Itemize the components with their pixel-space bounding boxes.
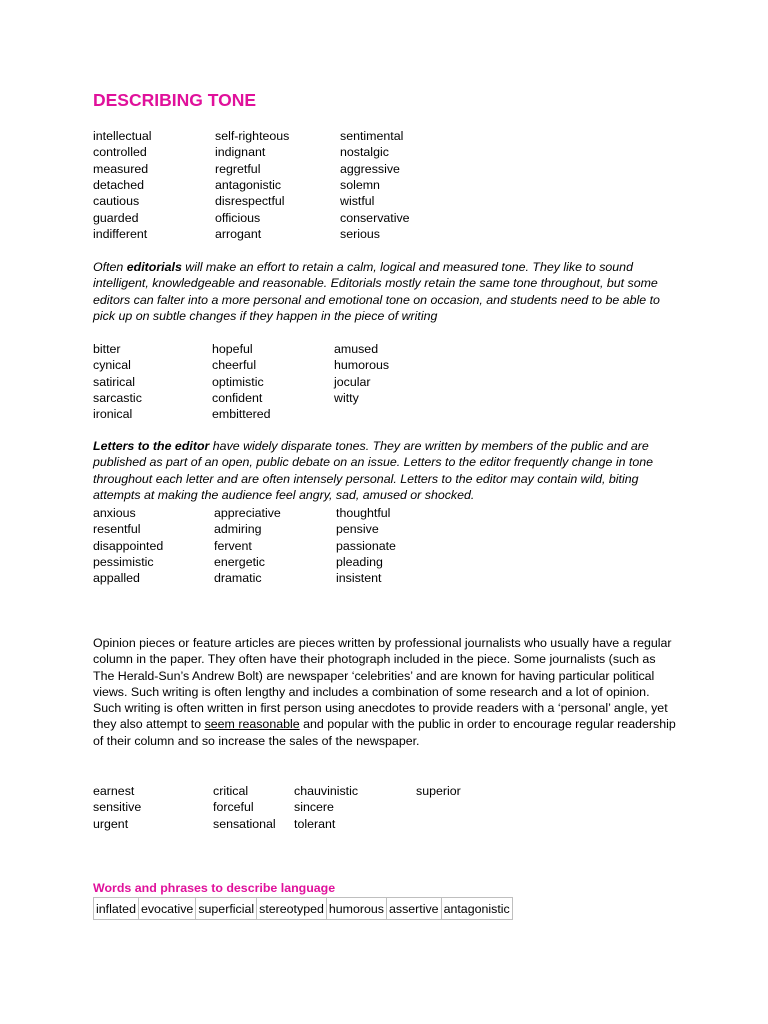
tone-word: arrogant [215,226,262,241]
letters-paragraph [93,438,683,503]
para2-body: have widely disparate tones. They are written by members of the public and are published as part of an open, public debate on an issue. Letters to the editor frequently change in tone throughout each letter and are often intensely personal. Letters to the editor may contain wild, biting attempts at making the audience feel angry, sad, amused or shocked. [93,439,654,502]
table-cell: humorous [326,898,386,920]
tone-word: wistful [340,194,375,209]
word-row [93,505,693,521]
tone-word: sensitive [93,800,142,815]
tone-word: antagonistic [215,177,282,192]
table-row [94,898,513,920]
table-cell: antagonistic [441,898,512,920]
table-cell: evocative [138,898,195,920]
word-row [93,193,693,209]
tone-word: aggressive [340,161,400,176]
tone-word: disappointed [93,538,164,553]
opinion-paragraph [93,635,678,749]
seem-reasonable-phrase: seem reasonable [204,717,300,732]
tone-word: officious [215,210,261,225]
tone-word: anxious [93,506,136,520]
tone-word: superior [416,784,461,798]
tone-word: dramatic [214,571,262,586]
tone-word: embittered [212,407,271,422]
para3-body: Opinion pieces or feature articles are pieces written by professional journalists who usually have a regular column in the paper. They often have their photograph included in the piece. Some journalists (such as The Herald-Sun’s Andrew Bolt) are newspaper ‘celebrities’ and are known for having particular political views. Such writing is often lengthy and includes a combination of some research and a lot of opinion. Such writing is often written in first person using anecdotes to provide readers with a ‘personal’ angle, yet they also attempt to [93,636,672,732]
tone-word: nostalgic [340,145,389,160]
table-cell: stereotyped [257,898,327,920]
tone-word: confident [212,390,263,405]
table-cell: inflated [94,898,139,920]
word-row [93,177,693,193]
tone-word: guarded [93,210,139,225]
page-title: DESCRIBING TONE [93,90,257,110]
tone-word: hopeful [212,342,253,356]
tone-word: insistent [336,571,382,586]
word-row [93,570,693,586]
editorials-keyword: editorials [126,260,182,274]
tone-word: serious [340,226,380,241]
tone-word: urgent [93,816,129,831]
tone-word: satirical [93,374,135,389]
letters-keyword: Letters to the editor [93,439,210,453]
table-cell: superficial [196,898,257,920]
tone-word: critical [213,784,249,798]
language-heading: Words and phrases to describe language [93,881,336,895]
tone-word: jocular [334,374,371,389]
table-cell: assertive [386,898,441,920]
tone-word: sensational [213,816,276,831]
tone-word: self-righteous [215,129,290,143]
tone-word: sincere [294,800,334,815]
word-row [93,799,693,815]
tone-word: disrespectful [215,194,285,209]
tone-word: thoughtful [336,506,391,520]
tone-word: chauvinistic [294,784,359,798]
tone-word: ironical [93,407,133,422]
tone-word: intellectual [93,129,152,143]
language-words-table [93,897,513,920]
tone-word: forceful [213,800,254,815]
para1-lead: Often [93,260,127,274]
tone-word: indifferent [93,226,148,241]
tone-word: optimistic [212,374,264,389]
tone-word: measured [93,161,149,176]
editorials-paragraph [93,259,683,324]
tone-word: pensive [336,522,379,537]
tone-word: indignant [215,145,266,160]
tone-word: humorous [334,358,390,373]
tone-word: admiring [214,522,262,537]
tone-word: appreciative [214,506,281,520]
word-row [93,374,693,390]
word-row [93,161,693,177]
word-row [93,144,693,160]
tone-word: regretful [215,161,261,176]
word-row [93,538,693,554]
word-row [93,521,693,537]
tone-word: bitter [93,342,121,356]
tone-word: sentimental [340,129,404,143]
tone-word: detached [93,177,144,192]
tone-word: pessimistic [93,554,154,569]
tone-word: conservative [340,210,410,225]
tone-word: resentful [93,522,141,537]
word-row [93,390,693,406]
word-row [93,406,693,422]
tone-word: sarcastic [93,390,142,405]
tone-word: amused [334,342,379,356]
tone-word: energetic [214,554,265,569]
word-row [93,554,693,570]
tone-word: cautious [93,194,140,209]
tone-word: cheerful [212,358,257,373]
word-row [93,816,693,832]
word-row [93,128,693,144]
tone-word: solemn [340,177,380,192]
tone-word: cynical [93,358,131,373]
tone-word: fervent [214,538,252,553]
word-row [93,226,693,242]
para3-tail: and popular with the public in order to encourage regular readership of their column and so increase the sales of the newspaper. [93,717,676,748]
word-row [93,357,693,373]
word-row [93,341,693,357]
tone-word: controlled [93,145,147,160]
word-row [93,210,693,226]
para1-body: will make an effort to retain a calm, logical and measured tone. They like to sound intelligent, knowledgeable and reasonable. Editorials mostly retain the same tone throughout, but some editors can falter into a more personal and emotional tone on occasion, and students need to be able to pick up on subtle changes if they happen in the piece of writing [93,260,660,323]
tone-word: earnest [93,784,135,798]
tone-word: witty [334,390,359,405]
tone-word: appalled [93,571,140,586]
tone-word: passionate [336,538,396,553]
word-row [93,783,693,799]
tone-word: tolerant [294,816,336,831]
tone-word: pleading [336,554,383,569]
